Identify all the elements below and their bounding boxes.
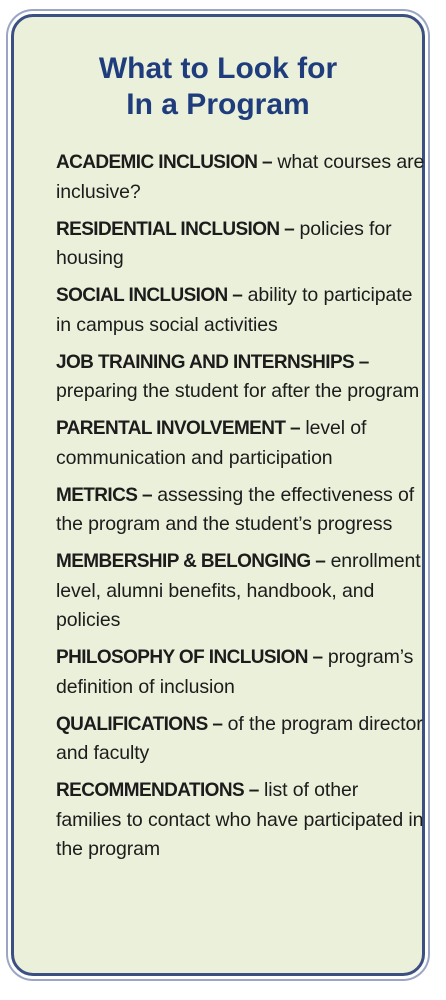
item-heading: PHILOSOPHY OF INCLUSION –: [56, 647, 323, 668]
item-text: level of communication and participation: [56, 417, 367, 469]
card-title-line-1: What to Look for: [98, 52, 338, 85]
item-heading: JOB TRAINING AND INTERNSHIPS –: [56, 351, 369, 373]
info-card: [11, 14, 425, 976]
item-heading: RECOMMENDATIONS –: [56, 780, 259, 801]
card-title-line-2: In a Program: [126, 88, 310, 121]
item-text: ability to participate in campus social activities: [56, 284, 413, 336]
item-text: program’s definition of inclusion: [56, 646, 414, 698]
item-text: what courses are inclusive?: [56, 151, 425, 203]
list-item-philosophy: [56, 643, 428, 702]
item-text: assessing the effectiveness of the program and the student’s progress: [56, 483, 415, 535]
item-text: of the program director and faculty: [56, 712, 423, 764]
item-heading: METRICS –: [56, 484, 152, 506]
item-heading: SOCIAL INCLUSION –: [56, 285, 243, 306]
list-item-qualifications: [56, 710, 428, 769]
list-item-residential-inclusion: [56, 215, 428, 274]
list-item-social-inclusion: [56, 281, 428, 340]
item-text: policies for housing: [56, 217, 392, 269]
item-text: enrollment level, alumni benefits, handbook, and policies: [56, 550, 421, 631]
list-item-academic-inclusion: [56, 148, 428, 207]
item-heading: ACADEMIC INCLUSION –: [56, 152, 273, 173]
item-heading: PARENTAL INVOLVEMENT –: [56, 418, 301, 439]
list-item-parental-involvement: [56, 414, 428, 473]
list-item-job-training: [56, 348, 428, 407]
item-text: list of other families to contact who have participated in the program: [56, 779, 424, 860]
item-text: preparing the student for after the program: [56, 380, 420, 402]
item-heading: RESIDENTIAL INCLUSION –: [56, 218, 295, 240]
item-heading: MEMBERSHIP & BELONGING –: [56, 551, 326, 572]
list-item-metrics: [56, 481, 428, 540]
criteria-list: [56, 148, 428, 872]
item-heading: QUALIFICATIONS –: [56, 713, 223, 735]
list-item-membership: [56, 547, 428, 636]
list-item-recommendations: [56, 776, 428, 865]
card-title: [14, 51, 422, 123]
